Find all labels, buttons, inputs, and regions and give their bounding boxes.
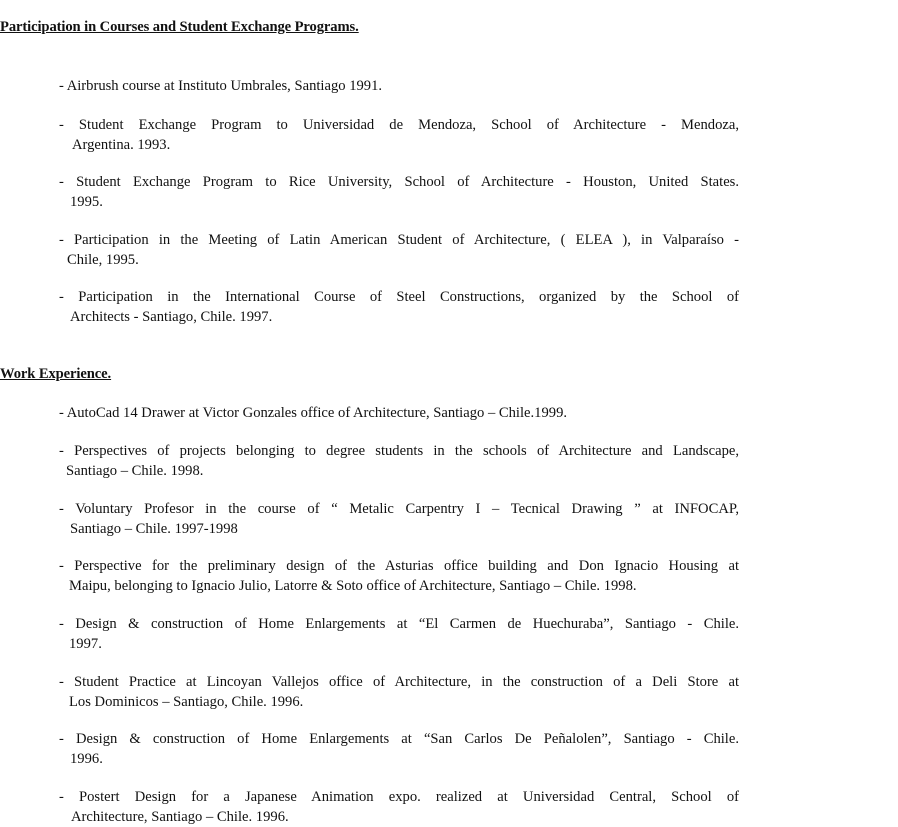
item-text-continued: Santiago – Chile. 1998. <box>59 462 739 482</box>
item-text-continued: Argentina. 1993. <box>59 136 739 156</box>
list-item <box>59 173 739 212</box>
item-text: - Participation in the International Course of Steel Constructions, organized by the School of <box>59 288 739 308</box>
item-text-continued: 1995. <box>59 193 739 213</box>
list-item <box>59 404 739 424</box>
item-text-continued: 1996. <box>59 750 739 770</box>
list-item <box>59 730 739 769</box>
list-item <box>59 231 739 270</box>
section-heading-work-experience: Work Experience. <box>0 366 111 383</box>
item-text-continued: Santiago – Chile. 1997-1998 <box>59 520 739 540</box>
item-text: - Voluntary Profesor in the course of “ Metalic Carpentry I – Tecnical Drawing ” at INFOCAP, <box>59 500 739 520</box>
item-text: - Perspectives of projects belonging to degree students in the schools of Architecture and Landscape, <box>59 442 739 462</box>
item-text: - Perspective for the preliminary design of the Asturias office building and Don Ignacio Housing at <box>59 557 739 577</box>
item-text: - Student Exchange Program to Rice University, School of Architecture - Houston, United States. <box>59 173 739 193</box>
list-item <box>59 615 739 654</box>
list-item <box>59 116 739 155</box>
item-text: - Student Exchange Program to Universidad de Mendoza, School of Architecture - Mendoza, <box>59 116 739 136</box>
item-text: - Student Practice at Lincoyan Vallejos office of Architecture, in the construction of a Deli Store at <box>59 673 739 693</box>
item-text-continued: 1997. <box>59 635 739 655</box>
list-item <box>59 500 739 539</box>
list-item <box>59 557 739 596</box>
item-text: - Participation in the Meeting of Latin American Student of Architecture, ( ELEA ), in Valparaíso - <box>59 231 739 251</box>
item-text: - AutoCad 14 Drawer at Victor Gonzales office of Architecture, Santiago – Chile.1999. <box>59 404 739 424</box>
item-text: - Postert Design for a Japanese Animation expo. realized at Universidad Central, School of <box>59 788 739 808</box>
item-text-continued: Architects - Santiago, Chile. 1997. <box>59 308 739 328</box>
list-item <box>59 788 739 827</box>
item-text-continued: Maipu, belonging to Ignacio Julio, Latorre & Soto office of Architecture, Santiago – Chile. 1998. <box>59 577 739 597</box>
item-text: - Airbrush course at Instituto Umbrales, Santiago 1991. <box>59 77 739 97</box>
list-item <box>59 77 739 97</box>
item-text: - Design & construction of Home Enlargements at “San Carlos De Peñalolen”, Santiago - Chile. <box>59 730 739 750</box>
list-item <box>59 288 739 327</box>
item-text-continued: Los Dominicos – Santiago, Chile. 1996. <box>59 693 739 713</box>
item-text-continued: Chile, 1995. <box>59 251 739 271</box>
item-text-continued: Architecture, Santiago – Chile. 1996. <box>59 808 739 827</box>
item-text: - Design & construction of Home Enlargements at “El Carmen de Huechuraba”, Santiago - Chile. <box>59 615 739 635</box>
list-item <box>59 673 739 712</box>
list-item <box>59 442 739 481</box>
section-heading-courses: Participation in Courses and Student Exchange Programs. <box>0 19 359 36</box>
